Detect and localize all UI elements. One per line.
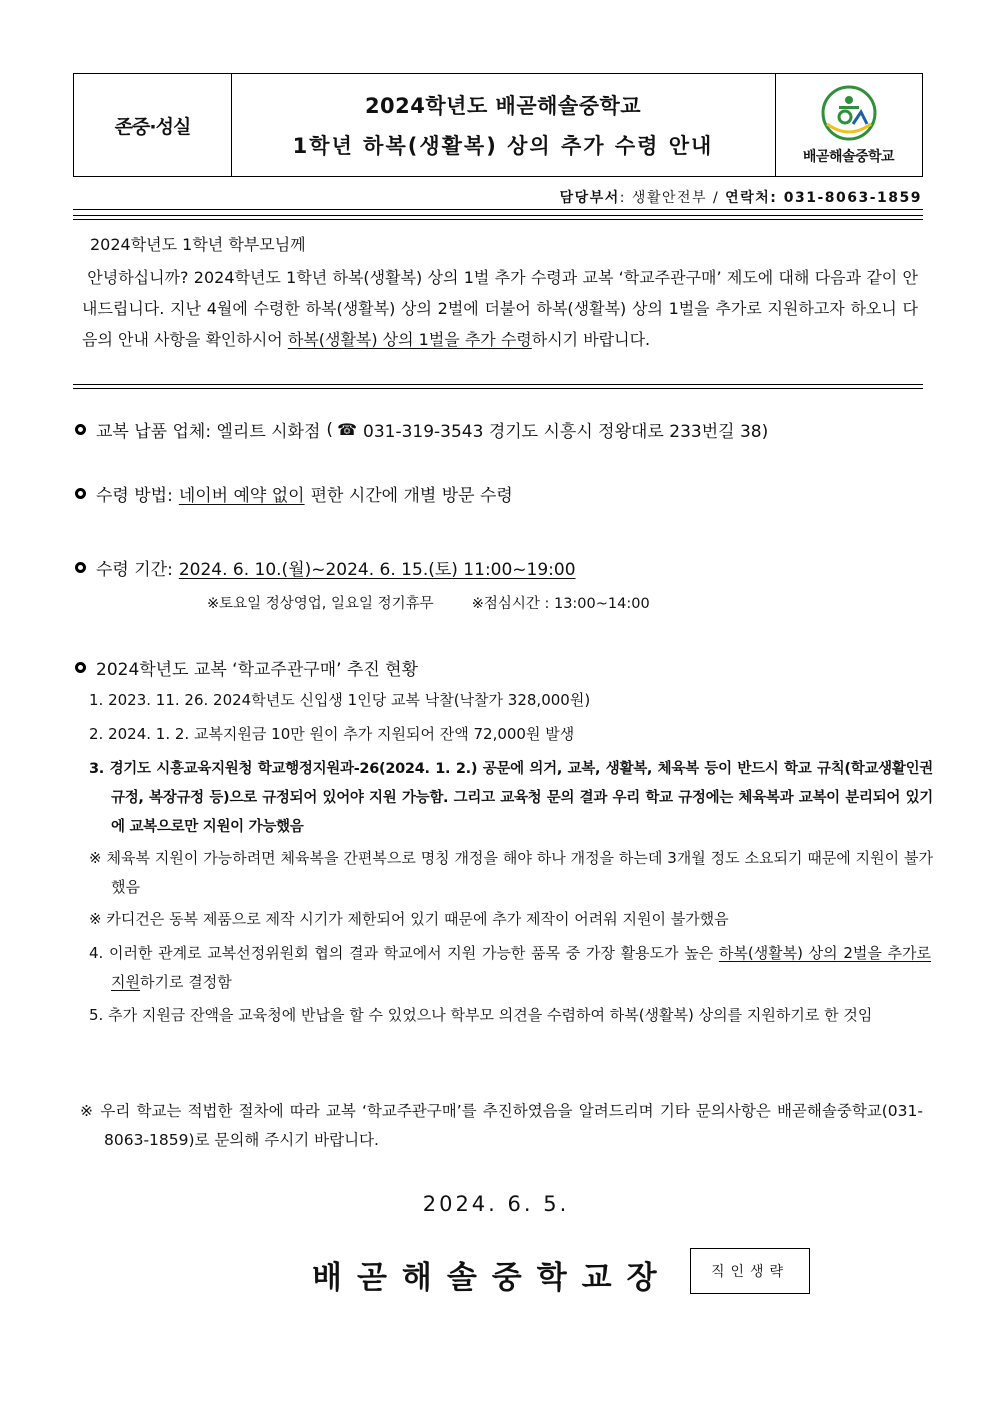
- school-motto: 존중·성실: [74, 74, 232, 176]
- status-note-a: ※ 체육복 지원이 가능하려면 체육복을 간편복으로 명칭 개정을 해야 하나 개정을 하는데 3개월 정도 소요되기 때문에 지원이 불가했음: [89, 849, 933, 896]
- item4-end: 하기로 결정함: [139, 973, 232, 991]
- greeting: 2024학년도 1학년 학부모님께: [90, 235, 306, 254]
- intro-underline: 하복(생활복) 상의 1벌을 추가 수령: [287, 330, 532, 349]
- logo-school-name: 배곧해솔중학교: [802, 149, 895, 165]
- school-logo: [775, 74, 922, 176]
- status-item-1: 1. 2023. 11. 26. 2024학년도 신입생 1인당 교복 낙찰(낙찰가 328,000원): [89, 691, 591, 709]
- period-value: 2024. 6. 10.(월)~2024. 6. 15.(토) 11:00~19:00: [178, 560, 576, 580]
- intro-paragraph: [82, 262, 918, 355]
- principal-name: 배곧해솔중학교장: [312, 1260, 672, 1296]
- status-item-3: 3. 경기도 시흥교육지원청 학교행정지원과-26(2024. 1. 2.) 공문에 의거, 교복, 생활복, 체육복 등이 반드시 학교 규칙(학교생활인권규정, 복장규정 등)으로 규정되어 있어야 지원 가능함. 그리고 교육청 문의 결과 우리 학교 규정에는 체육복과 교복이 분리되어 있기에 교복으로만 지원이 가능했음: [89, 761, 933, 835]
- dept-label: 담당부서: [559, 190, 620, 206]
- phone-icon: ☎: [337, 420, 357, 439]
- period-note-1: ※토요일 정상영업, 일요일 정기휴무: [207, 596, 434, 612]
- period-notes: [207, 592, 688, 613]
- intro-end: 하시기 바랍니다.: [531, 330, 651, 349]
- status-item-4: [89, 939, 931, 997]
- footer-note: ※ 우리 학교는 적법한 절차에 따라 교복 ‘학교주관구매’를 추진하였음을 알려드리며 기타 문의사항은 배곧해솔중학교(031-8063-1859)로 문의해 주시기 바랍니다.: [80, 1102, 923, 1149]
- period-label: 수령 기간:: [96, 560, 173, 580]
- intro-body: 안녕하십니까? 2024학년도 1학년 하복(생활복) 상의 1벌 추가 수령과 교복 ‘학교주관구매’ 제도에 대해 다음과 같이 안내드립니다. 지난 4월에 수령한 하복(생활복) 상의 2벌에 더불어 하복(생활복) 상의 1벌을 추가로 지원하고자 하오니 다음의 안내 사항을 확인하시어: [82, 268, 918, 349]
- bullet-circle-icon: [75, 488, 86, 499]
- bullet-circle-icon: [75, 424, 86, 435]
- school-emblem-icon: [817, 84, 881, 142]
- method-item: [75, 481, 513, 506]
- status-heading-item: [75, 655, 418, 680]
- item4-underline: 하복(생활복) 상의 2벌을 추가로 지원: [111, 944, 932, 991]
- title-line-1: 2024학년도 배곧해솔중학교: [364, 94, 642, 118]
- dept-value: : 생활안전부 /: [619, 190, 726, 206]
- bullet-circle-icon: [75, 562, 86, 573]
- status-item-5: 5. 추가 지원금 잔액을 교육청에 반납을 할 수 있었으나 학부모 의견을 수렴하여 하복(생활복) 상의를 지원하기로 한 것임: [89, 1006, 873, 1024]
- divider: [73, 215, 923, 220]
- vendor-detail: 031-319-3543 경기도 시흥시 정왕대로 233번길 38): [363, 422, 769, 442]
- status-note-b: ※ 카디건은 동복 제품으로 제작 시기가 제한되어 있기 때문에 추가 제작이 어려워 지원이 불가했음: [89, 910, 729, 928]
- tel-value: : 031-8063-1859: [770, 190, 922, 206]
- method-rest: 편한 시간에 개별 방문 수령: [310, 486, 513, 506]
- header-box: [73, 73, 923, 177]
- period-item: [75, 555, 576, 580]
- divider: [73, 384, 923, 389]
- seal-omitted-box: 직인생략: [690, 1248, 810, 1294]
- document-title: [231, 74, 776, 176]
- vendor-label: 교복 납품 업체: 엘리트 시화점: [96, 422, 321, 442]
- period-note-2: ※점심시간 : 13:00~14:00: [471, 596, 650, 612]
- bullet-circle-icon: [75, 662, 86, 673]
- item4-plain: 4. 이러한 관계로 교복선정위원회 협의 결과 학교에서 지원 가능한 품목 중 가장 활용도가 높은: [89, 944, 719, 962]
- method-label: 수령 방법:: [96, 486, 173, 506]
- contact-info: [560, 187, 922, 207]
- status-item-2: 2. 2024. 1. 2. 교복지원금 10만 원이 추가 지원되어 잔액 72,000원 발생: [89, 725, 575, 743]
- vendor-item: 교복 납품 업체: 엘리트 시화점 ( ☎ 031-319-3543 경기도 시흥시 정왕대로 233번길 38): [75, 417, 768, 442]
- document-date: 2024. 6. 5.: [422, 1192, 570, 1216]
- title-line-2: 1학년 하복(생활복) 상의 추가 수령 안내: [292, 134, 714, 158]
- method-underline: 네이버 예약 없이: [178, 486, 305, 506]
- divider: [73, 209, 923, 210]
- status-heading: 2024학년도 교복 ‘학교주관구매’ 추진 현황: [96, 660, 419, 680]
- tel-label: 연락처: [725, 190, 771, 206]
